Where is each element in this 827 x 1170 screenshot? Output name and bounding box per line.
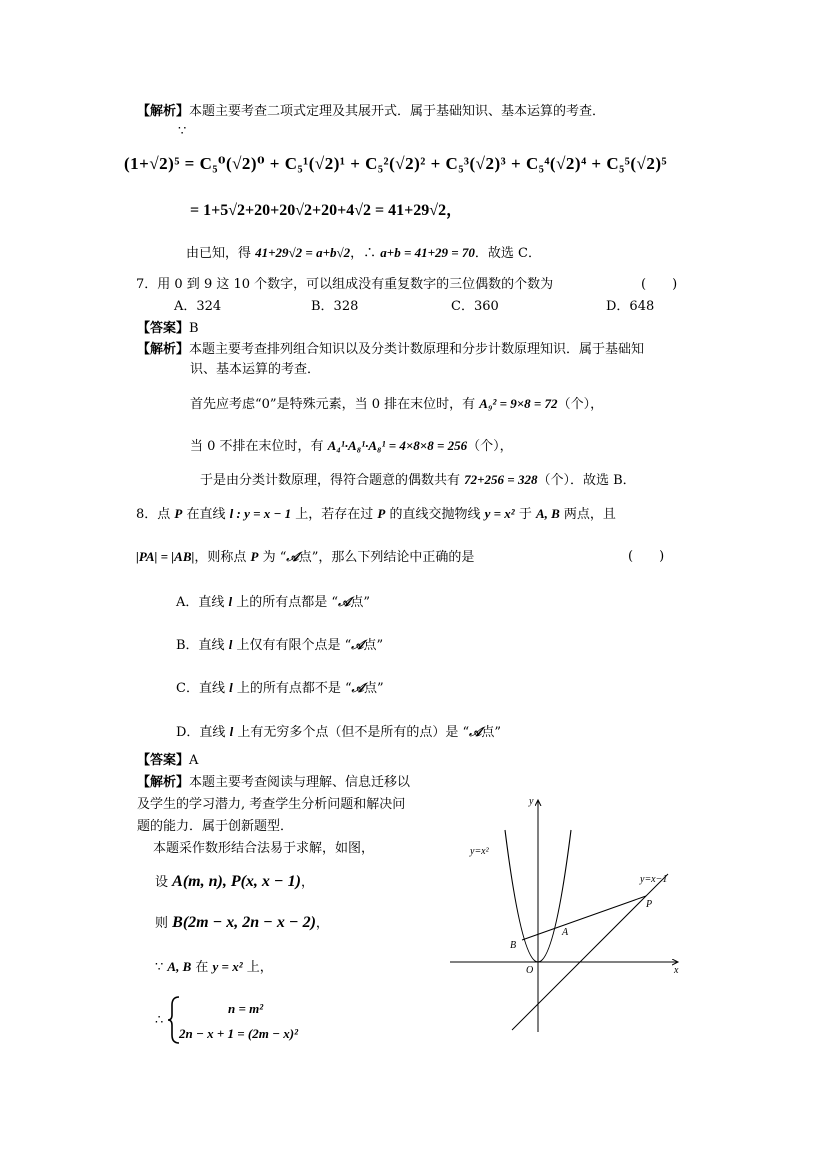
system-eq-1: n = m² bbox=[228, 1001, 264, 1016]
point-p-label: P bbox=[646, 899, 653, 910]
q8-paren: ( ) bbox=[628, 549, 665, 564]
q8-analysis-line4: 本题采作数形结合法易于求解，如图， bbox=[153, 841, 375, 856]
q8-option-c: C．直线 l 上的所有点都不是 “𝒜点” bbox=[176, 680, 384, 696]
q7-answer: 【答案】B bbox=[137, 321, 199, 336]
q8-analysis-line2: 及学生的学习潜力, 考查学生分析问题和解决问 bbox=[137, 797, 406, 812]
point-b-label: B bbox=[510, 940, 517, 951]
given-line: 由已知，得 41+29√2 = a+b√2，∴ a+b = 41+29 = 70．故选 C． bbox=[186, 245, 542, 261]
q8-option-d: D．直线 l 上有无穷多个点（但不是所有的点）是 “𝒜点” bbox=[176, 724, 502, 740]
analysis-tag: 【解析】 bbox=[137, 104, 190, 119]
system-eq-2: 2n − x + 1 = (2m − x)² bbox=[179, 1026, 298, 1041]
because-symbol: ∵ bbox=[178, 124, 187, 139]
expansion-result: = 1+5√2+20+20√2+20+4√2 = 41+29√2， bbox=[190, 202, 463, 219]
q8-answer: 【答案】A bbox=[137, 753, 199, 768]
q7-stem: 7．用 0 到 9 这 10 个数字，可以组成没有重复数字的三位偶数的个数为 bbox=[136, 277, 554, 292]
origin-label: O bbox=[526, 965, 534, 976]
analysis-text: 本题主要考查二项式定理及其展开式．属于基础知识、基本运算的考查． bbox=[189, 104, 606, 119]
y-axis-label: y bbox=[529, 796, 534, 807]
q7-paren: ( ) bbox=[641, 277, 678, 292]
q6-analysis bbox=[137, 103, 605, 121]
parabola-line-figure bbox=[450, 792, 690, 1042]
q7-step3: 于是由分类计数原理，得符合题意的偶数共有 72+256 = 328（个）．故选 B． bbox=[200, 472, 636, 488]
binomial-expansion: (1+√2)⁵ = C₅⁰(√2)⁰ + C₅¹(√2)¹ + C₅²(√2)² + C₅³(√2)³ + C₅⁴(√2)⁴ + C₅⁵(√2)⁵ bbox=[124, 154, 668, 173]
q7-analysis: 【解析】本题主要考查排列组合知识以及分类计数原理和分步计数原理知识．属于基础知 bbox=[137, 342, 645, 357]
q7-option-b: B．328 bbox=[311, 299, 359, 314]
q7-option-d: D．648 bbox=[606, 299, 655, 314]
parabola-label: y=x² bbox=[470, 846, 489, 857]
secant-line bbox=[522, 896, 646, 940]
line-l bbox=[512, 874, 668, 1030]
q8-on-parabola: ∵ A, B 在 y = x² 上， bbox=[155, 959, 273, 975]
q7-step2: 当 0 不排在末位时，有 A₄¹·A₈¹·A₈¹ = 4×8×8 = 256（个）， bbox=[190, 438, 513, 454]
q8-analysis: 【解析】本题主要考查阅读与理解、信息迁移以 bbox=[137, 775, 411, 790]
q7-option-c: C．360 bbox=[451, 299, 499, 314]
therefore-symbol: ∴ bbox=[155, 1013, 164, 1028]
point-a-label: A bbox=[562, 927, 569, 938]
x-axis-label: x bbox=[674, 965, 679, 976]
q8-stem: 8．点 P 在直线 l : y = x − 1 上，若存在过 P 的直线交抛物线 y = x² 于 A, B 两点，且 bbox=[136, 506, 616, 522]
q8-point-b: 则 B(2m − x, 2n − x − 2)， bbox=[155, 914, 329, 931]
line-l-label: y=x−1 bbox=[640, 874, 668, 885]
q8-set-points: 设 A(m, n), P(x, x − 1)， bbox=[155, 873, 314, 890]
q8-analysis-line3: 题的能力．属于创新题型． bbox=[137, 819, 294, 834]
q7-analysis-cont: 识、基本运算的考查． bbox=[190, 362, 321, 377]
q8-option-a: A．直线 l 上的所有点都是 “𝒜点” bbox=[176, 594, 371, 610]
q8-option-b: B．直线 l 上仅有有限个点是 “𝒜点” bbox=[176, 637, 384, 653]
q7-option-a: A．324 bbox=[174, 299, 222, 314]
q7-step1: 首先应考虑“0”是特殊元素，当 0 排在末位时，有 A₉² = 9×8 = 72（个）， bbox=[190, 396, 604, 412]
q8-stem-cont: |PA| = |AB|，则称点 P 为 “𝒜点”，那么下列结论中正确的是 bbox=[136, 549, 475, 565]
